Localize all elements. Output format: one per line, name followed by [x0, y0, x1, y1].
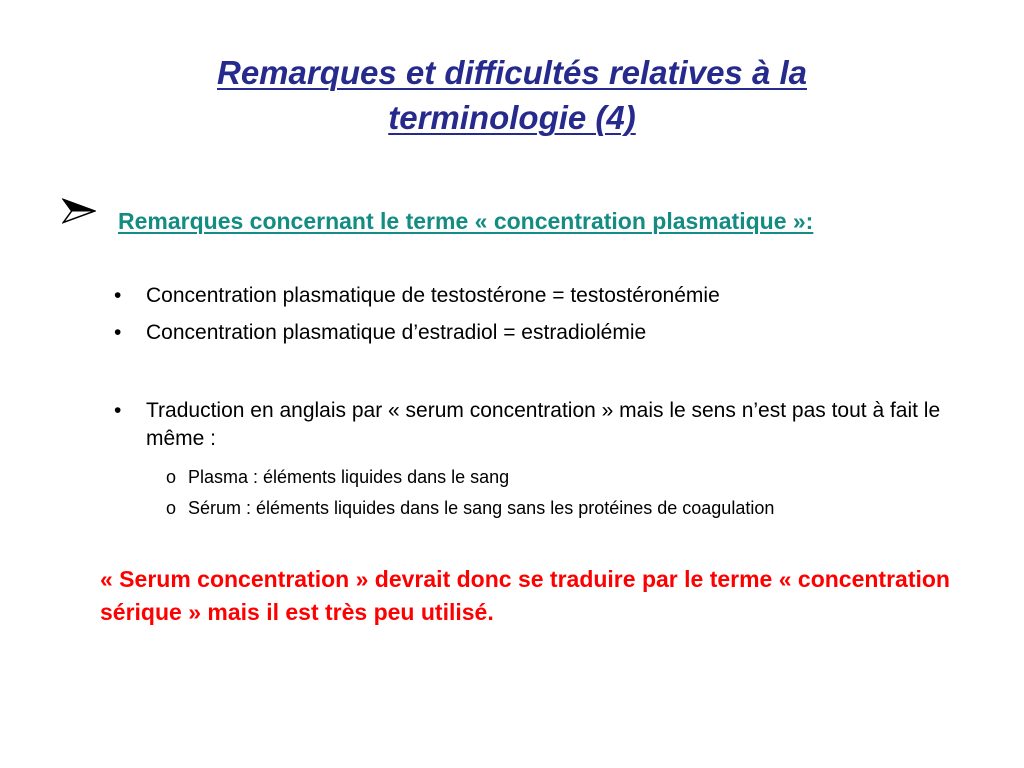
sub-bullet-item: [162, 465, 962, 489]
bullet-text: Concentration plasmatique de testostérone = testostéronémie: [146, 284, 720, 307]
bullet-text: Traduction en anglais par « serum concentration » mais le sens n’est pas tout à fait le même :: [146, 399, 941, 450]
bullet-list-1: [112, 282, 952, 310]
bullet-item: [112, 282, 952, 310]
slide-title: [100, 50, 924, 140]
bullet-marker: •: [114, 399, 122, 422]
sub-bullet-list-1: [162, 465, 962, 489]
bullet-list-3: [112, 397, 952, 453]
bullet-marker: •: [114, 284, 122, 307]
arrow-bullet-icon: [62, 196, 96, 226]
section-heading-text: Remarques concernant le terme « concentration plasmatique »:: [118, 208, 814, 234]
slide-title-line-2: [100, 95, 924, 140]
slide-title-line-1-text: Remarques et difficultés relatives à la: [217, 54, 807, 91]
section-heading: [100, 202, 820, 240]
slide-title-line-1: [100, 50, 924, 95]
sub-bullet-list-2: [162, 496, 962, 520]
sub-bullet-marker: o: [166, 498, 177, 518]
bullet-marker: •: [114, 321, 122, 344]
bullet-item: [112, 397, 952, 453]
sub-bullet-item: [162, 496, 962, 520]
sub-bullet-marker: o: [166, 467, 177, 487]
slide-title-line-2-text: terminologie (4): [388, 99, 636, 136]
bullet-item: [112, 319, 952, 347]
conclusion-text: « Serum concentration » devrait donc se traduire par le terme « concentration sérique » mais il est très peu utilisé.: [100, 566, 950, 625]
sub-bullet-text: Plasma : éléments liquides dans le sang: [188, 467, 510, 487]
bullet-text: Concentration plasmatique d’estradiol = estradiolémie: [146, 321, 647, 344]
sub-bullet-text: Sérum : éléments liquides dans le sang sans les protéines de coagulation: [188, 498, 775, 518]
bullet-list-2: [112, 319, 952, 347]
